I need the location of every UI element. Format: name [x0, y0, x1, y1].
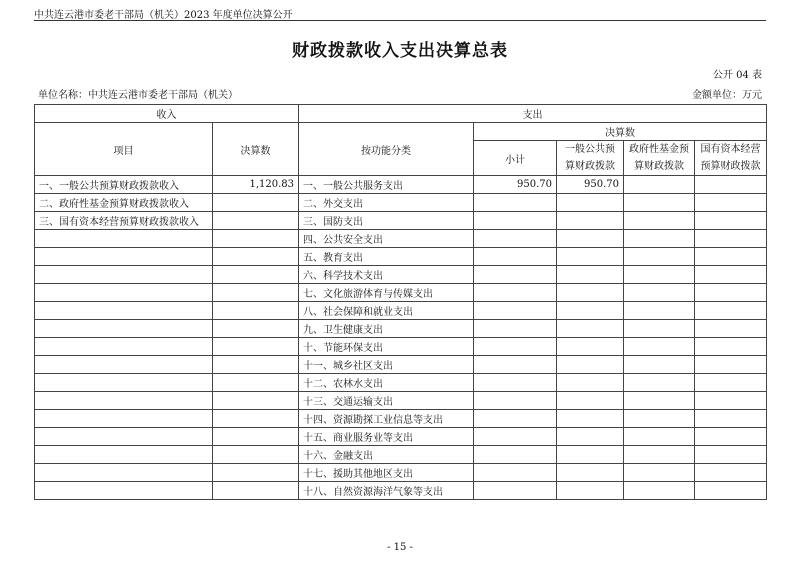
subtotal-cell — [474, 302, 557, 320]
state-capital-cell — [695, 338, 767, 356]
table-row — [35, 482, 767, 500]
amount-unit: 金额单位：万元 — [692, 90, 762, 101]
income-amount-cell — [213, 356, 299, 374]
final-amount-header: 决算数 — [213, 123, 299, 176]
general-budget-cell — [557, 392, 624, 410]
subtotal-cell — [474, 392, 557, 410]
state-capital-cell — [695, 302, 767, 320]
state-capital-cell — [695, 230, 767, 248]
expense-item-cell: 十七、援助其他地区支出 — [299, 464, 474, 482]
income-amount-cell — [213, 338, 299, 356]
state-capital-cell — [695, 248, 767, 266]
expense-item-cell: 三、国防支出 — [299, 212, 474, 230]
income-item-cell — [35, 230, 213, 248]
general-budget-cell — [557, 338, 624, 356]
gov-fund-cell — [624, 374, 695, 392]
subtotal-cell — [474, 464, 557, 482]
table-row — [35, 176, 767, 194]
gov-fund-header: 政府性基金预算财政拨款 — [624, 141, 695, 176]
item-header: 项目 — [35, 123, 213, 176]
subtotal-cell — [474, 356, 557, 374]
gov-fund-cell — [624, 356, 695, 374]
income-amount-cell — [213, 482, 299, 500]
expense-item-cell: 十二、农林水支出 — [299, 374, 474, 392]
gov-fund-cell — [624, 410, 695, 428]
state-capital-cell — [695, 374, 767, 392]
income-item-cell — [35, 392, 213, 410]
expense-item-cell: 八、社会保障和就业支出 — [299, 302, 474, 320]
income-item-cell — [35, 284, 213, 302]
subtotal-cell — [474, 482, 557, 500]
income-item-cell: 三、国有资本经营预算财政拨款收入 — [35, 212, 213, 230]
general-budget-cell — [557, 248, 624, 266]
expense-item-cell: 十八、自然资源海洋气象等支出 — [299, 482, 474, 500]
table-row — [35, 464, 767, 482]
income-amount-cell — [213, 266, 299, 284]
subtotal-cell — [474, 212, 557, 230]
state-capital-header: 国有资本经营预算财政拨款 — [695, 141, 767, 176]
subtotal-cell — [474, 446, 557, 464]
general-budget-cell: 950.70 — [557, 176, 624, 194]
table-row — [35, 248, 767, 266]
income-amount-cell — [213, 212, 299, 230]
income-item-cell — [35, 428, 213, 446]
page-title: 财政拨款收入支出决算总表 — [292, 41, 508, 61]
expense-item-cell: 四、公共安全支出 — [299, 230, 474, 248]
general-budget-cell — [557, 194, 624, 212]
expense-item-cell: 十一、城乡社区支出 — [299, 356, 474, 374]
subtotal-cell — [474, 338, 557, 356]
income-item-cell: 二、政府性基金预算财政拨款收入 — [35, 194, 213, 212]
table-row — [35, 374, 767, 392]
income-amount-cell — [213, 464, 299, 482]
income-item-cell — [35, 338, 213, 356]
table-row — [35, 338, 767, 356]
gov-fund-cell — [624, 428, 695, 446]
subtotal-header: 小计 — [474, 141, 557, 176]
subtotal-cell — [474, 248, 557, 266]
table-row — [35, 392, 767, 410]
income-item-cell: 一、一般公共预算财政拨款收入 — [35, 176, 213, 194]
table-row — [35, 284, 767, 302]
state-capital-cell — [695, 482, 767, 500]
income-amount-cell — [213, 428, 299, 446]
general-budget-cell — [557, 410, 624, 428]
expense-item-cell: 五、教育支出 — [299, 248, 474, 266]
subtotal-cell — [474, 410, 557, 428]
final-amount-group-header: 决算数 — [474, 123, 767, 141]
expense-item-cell: 二、外交支出 — [299, 194, 474, 212]
general-budget-cell — [557, 302, 624, 320]
table-number: 公开 04 表 — [712, 70, 762, 81]
income-amount-cell — [213, 446, 299, 464]
income-amount-cell — [213, 410, 299, 428]
header-rule — [34, 20, 766, 21]
page-number: - 15 - — [387, 542, 413, 553]
table-row — [35, 302, 767, 320]
gov-fund-cell — [624, 176, 695, 194]
income-item-cell — [35, 248, 213, 266]
income-amount-cell — [213, 320, 299, 338]
income-item-cell — [35, 446, 213, 464]
income-item-cell — [35, 320, 213, 338]
general-budget-cell — [557, 374, 624, 392]
function-class-header: 按功能分类 — [299, 123, 474, 176]
expense-item-cell: 十、节能环保支出 — [299, 338, 474, 356]
gov-fund-cell — [624, 482, 695, 500]
subtotal-cell — [474, 230, 557, 248]
gov-fund-cell — [624, 464, 695, 482]
state-capital-cell — [695, 266, 767, 284]
state-capital-cell — [695, 284, 767, 302]
general-budget-cell — [557, 320, 624, 338]
general-budget-cell — [557, 266, 624, 284]
gov-fund-cell — [624, 230, 695, 248]
gov-fund-cell — [624, 320, 695, 338]
income-item-cell — [35, 410, 213, 428]
income-amount-cell — [213, 230, 299, 248]
table-row — [35, 356, 767, 374]
gov-fund-cell — [624, 194, 695, 212]
income-amount-cell — [213, 374, 299, 392]
expense-item-cell: 十四、资源勘探工业信息等支出 — [299, 410, 474, 428]
expense-item-cell: 七、文化旅游体育与传媒支出 — [299, 284, 474, 302]
general-budget-cell — [557, 446, 624, 464]
subtotal-cell — [474, 284, 557, 302]
document-header: 中共连云港市委老干部局（机关）2023 年度单位决算公开 — [34, 10, 293, 21]
state-capital-cell — [695, 410, 767, 428]
table-row — [35, 230, 767, 248]
general-budget-cell — [557, 356, 624, 374]
expense-item-cell: 九、卫生健康支出 — [299, 320, 474, 338]
table-row — [35, 320, 767, 338]
subtotal-cell — [474, 194, 557, 212]
expense-item-cell: 十五、商业服务业等支出 — [299, 428, 474, 446]
income-item-cell — [35, 302, 213, 320]
budget-table — [34, 104, 767, 500]
state-capital-cell — [695, 176, 767, 194]
gov-fund-cell — [624, 248, 695, 266]
gov-fund-cell — [624, 302, 695, 320]
gov-fund-cell — [624, 392, 695, 410]
table-row — [35, 428, 767, 446]
income-item-cell — [35, 356, 213, 374]
general-budget-header: 一般公共预算财政拨款 — [557, 141, 624, 176]
gov-fund-cell — [624, 212, 695, 230]
gov-fund-cell — [624, 284, 695, 302]
table-row — [35, 212, 767, 230]
table-row — [35, 194, 767, 212]
table-row — [35, 446, 767, 464]
general-budget-cell — [557, 464, 624, 482]
general-budget-cell — [557, 212, 624, 230]
state-capital-cell — [695, 392, 767, 410]
state-capital-cell — [695, 212, 767, 230]
income-item-cell — [35, 266, 213, 284]
state-capital-cell — [695, 356, 767, 374]
subtotal-cell — [474, 266, 557, 284]
expense-item-cell: 十三、交通运输支出 — [299, 392, 474, 410]
general-budget-cell — [557, 428, 624, 446]
income-amount-cell — [213, 248, 299, 266]
general-budget-cell — [557, 230, 624, 248]
subtotal-cell — [474, 428, 557, 446]
general-budget-cell — [557, 284, 624, 302]
income-amount-cell — [213, 284, 299, 302]
state-capital-cell — [695, 428, 767, 446]
subtotal-cell — [474, 374, 557, 392]
income-item-cell — [35, 374, 213, 392]
expense-header: 支出 — [299, 105, 767, 123]
subtotal-cell — [474, 320, 557, 338]
subtotal-cell: 950.70 — [474, 176, 557, 194]
income-amount-cell — [213, 302, 299, 320]
general-budget-cell — [557, 482, 624, 500]
income-item-cell — [35, 464, 213, 482]
state-capital-cell — [695, 194, 767, 212]
income-amount-cell — [213, 194, 299, 212]
income-header: 收入 — [35, 105, 299, 123]
expense-item-cell: 十六、金融支出 — [299, 446, 474, 464]
unit-name: 单位名称：中共连云港市委老干部局（机关） — [38, 90, 238, 101]
income-item-cell — [35, 482, 213, 500]
state-capital-cell — [695, 464, 767, 482]
state-capital-cell — [695, 320, 767, 338]
state-capital-cell — [695, 446, 767, 464]
gov-fund-cell — [624, 338, 695, 356]
gov-fund-cell — [624, 266, 695, 284]
expense-item-cell: 一、一般公共服务支出 — [299, 176, 474, 194]
income-amount-cell — [213, 392, 299, 410]
table-row — [35, 266, 767, 284]
expense-item-cell: 六、科学技术支出 — [299, 266, 474, 284]
income-amount-cell: 1,120.83 — [213, 176, 299, 194]
gov-fund-cell — [624, 446, 695, 464]
table-row — [35, 410, 767, 428]
